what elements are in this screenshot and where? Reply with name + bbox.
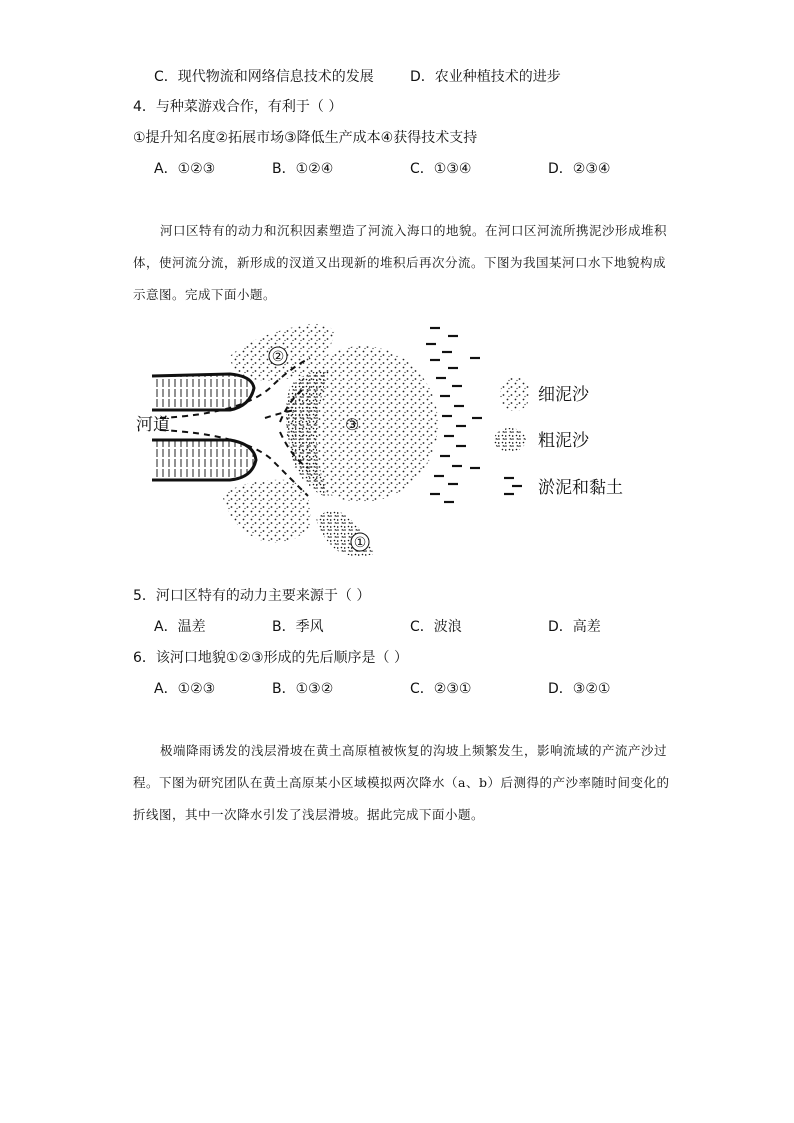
q6-option-d: D．③②① [548, 681, 611, 697]
legend-silt-swatch [504, 478, 522, 494]
estuary-diagram [130, 318, 650, 560]
q4-option-b: B．①②④ [272, 161, 334, 177]
legend [494, 377, 623, 498]
marker-3: ③ [344, 415, 360, 434]
question-5-stem: 5．河口区特有的动力主要来源于（ ） [133, 588, 371, 604]
q5-option-d: D．高差 [548, 619, 601, 635]
question-4-stem: 4．与种菜游戏合作，有利于（ ） [133, 99, 343, 115]
marker-2: ② [271, 349, 285, 365]
q5-option-b: B．季风 [272, 619, 324, 635]
q6-option-a: A．①②③ [154, 681, 216, 697]
marker-1: ① [353, 535, 367, 551]
q5-option-c: C．波浪 [410, 619, 462, 635]
q6-option-c: C．②③① [410, 681, 472, 697]
legend-fine-swatch [500, 377, 530, 411]
legend-coarse-label: 粗泥沙 [538, 431, 589, 451]
option-d-prev: D．农业种植技术的进步 [410, 69, 561, 85]
q4-option-a: A．①②③ [154, 161, 216, 177]
q6-option-b: B．①③② [272, 681, 334, 697]
question-6-stem: 6．该河口地貌①②③形成的先后顺序是（ ） [133, 650, 409, 666]
legend-fine-label: 细泥沙 [538, 385, 589, 405]
bar-lower [222, 480, 311, 543]
q4-option-c: C．①③④ [410, 161, 472, 177]
passage-landslide: 极端降雨诱发的浅层滑坡在黄土高原植被恢复的沟坡上频繁发生，影响流域的产流产沙过程。下图为研究团队在黄土高原某小区域模拟两次降水（a、b）后测得的产沙率随时间变化的折线图，其中一次降水引发了浅层滑坡。据此完成下面小题。 [133, 743, 670, 822]
q4-option-d: D．②③④ [548, 161, 611, 177]
bar-3 [286, 346, 438, 502]
q5-option-a: A．温差 [154, 619, 206, 635]
question-4-items: ①提升知名度②拓展市场③降低生产成本④获得技术支持 [133, 130, 478, 146]
legend-coarse-swatch [494, 428, 526, 452]
lower-levee [152, 440, 256, 480]
river-label: 河道 [136, 415, 170, 435]
option-c-prev: C．现代物流和网络信息技术的发展 [154, 69, 374, 85]
legend-silt-label: 淤泥和黏土 [538, 478, 623, 498]
passage-estuary: 河口区特有的动力和沉积因素塑造了河流入海口的地貌。在河口区河流所携泥沙形成堆积体，使河流分流，新形成的汊道又出现新的堆积后再次分流。下图为我国某河口水下地貌构成示意图。完成下面小题。 [133, 223, 668, 302]
